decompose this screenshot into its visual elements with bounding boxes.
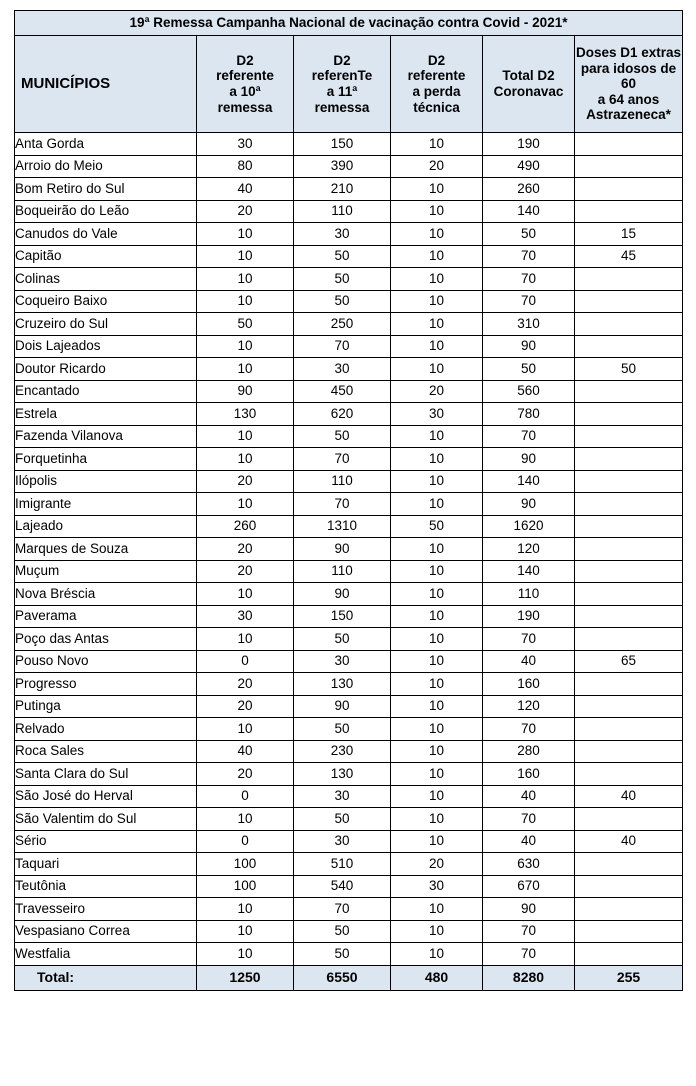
table-row [15,245,683,268]
table-row [15,583,683,606]
cell-d1-extras [575,538,683,561]
column-header-total-d2-coronavac: Total D2 Coronavac [483,36,575,133]
total-label: Total: [15,965,197,990]
column-header-municipios: MUNICÍPIOS [15,36,197,133]
cell-d2-11a: 90 [294,583,391,606]
cell-municipio: Anta Gorda [15,133,197,156]
cell-d2-perda: 10 [391,785,483,808]
cell-total-d2: 140 [483,560,575,583]
cell-d2-perda: 10 [391,335,483,358]
cell-municipio: Putinga [15,695,197,718]
cell-d2-perda: 10 [391,448,483,471]
cell-municipio: Taquari [15,853,197,876]
cell-d2-10a: 10 [197,290,294,313]
cell-d2-10a: 10 [197,268,294,291]
cell-d2-11a: 50 [294,268,391,291]
cell-d1-extras [575,695,683,718]
cell-d2-10a: 90 [197,380,294,403]
cell-d2-perda: 10 [391,650,483,673]
cell-total-d2: 120 [483,538,575,561]
cell-d1-extras [575,740,683,763]
cell-municipio: Canudos do Vale [15,223,197,246]
cell-d2-11a: 50 [294,718,391,741]
cell-d2-10a: 10 [197,245,294,268]
cell-d2-11a: 30 [294,223,391,246]
cell-d1-extras [575,515,683,538]
table-row [15,313,683,336]
table-row [15,875,683,898]
table-row [15,200,683,223]
cell-d2-perda: 10 [391,538,483,561]
cell-municipio: Progresso [15,673,197,696]
column-header-d2-perda-tecnica: D2 referente a perda técnica [391,36,483,133]
cell-d2-11a: 110 [294,470,391,493]
cell-total-d2: 70 [483,245,575,268]
table-row [15,650,683,673]
cell-d2-10a: 10 [197,920,294,943]
cell-municipio: Fazenda Vilanova [15,425,197,448]
cell-d2-11a: 150 [294,133,391,156]
table-row [15,538,683,561]
cell-municipio: Encantado [15,380,197,403]
cell-municipio: Muçum [15,560,197,583]
column-header-doses-d1-extras: Doses D1 extras para idosos de 60 a 64 anos Astrazeneca* [575,36,683,133]
cell-total-d2: 160 [483,763,575,786]
cell-d2-11a: 1310 [294,515,391,538]
cell-d2-perda: 10 [391,920,483,943]
table-row [15,515,683,538]
cell-d1-extras: 40 [575,785,683,808]
cell-municipio: Ilópolis [15,470,197,493]
cell-d2-10a: 20 [197,763,294,786]
cell-total-d2: 70 [483,290,575,313]
cell-d2-perda: 10 [391,425,483,448]
cell-d2-11a: 50 [294,808,391,831]
table-row [15,133,683,156]
cell-municipio: Imigrante [15,493,197,516]
cell-d1-extras [575,448,683,471]
cell-d1-extras [575,718,683,741]
cell-d2-10a: 130 [197,403,294,426]
cell-d2-perda: 10 [391,628,483,651]
cell-d1-extras [575,920,683,943]
cell-d2-11a: 450 [294,380,391,403]
cell-municipio: Forquetinha [15,448,197,471]
cell-d2-11a: 130 [294,763,391,786]
cell-total-d2: 560 [483,380,575,403]
cell-municipio: Cruzeiro do Sul [15,313,197,336]
cell-total-d2: 70 [483,943,575,966]
cell-d1-extras [575,493,683,516]
cell-total-d2: 40 [483,650,575,673]
cell-total-d2: 90 [483,493,575,516]
cell-d2-11a: 50 [294,920,391,943]
cell-municipio: Arroio do Meio [15,155,197,178]
table-row [15,358,683,381]
cell-d2-10a: 10 [197,335,294,358]
cell-d2-10a: 20 [197,200,294,223]
table-row [15,403,683,426]
cell-d1-extras [575,380,683,403]
cell-d2-11a: 70 [294,448,391,471]
cell-d2-perda: 10 [391,898,483,921]
cell-d1-extras [575,290,683,313]
cell-d2-11a: 110 [294,200,391,223]
cell-d2-10a: 10 [197,223,294,246]
cell-d1-extras [575,425,683,448]
table-row [15,808,683,831]
cell-total-d2: 190 [483,133,575,156]
cell-d2-perda: 10 [391,943,483,966]
cell-municipio: Dois Lajeados [15,335,197,358]
cell-d2-11a: 230 [294,740,391,763]
table-row [15,380,683,403]
cell-total-d2: 70 [483,808,575,831]
cell-d1-extras [575,605,683,628]
column-header-d2-10a-remessa: D2 referente a 10ª remessa [197,36,294,133]
cell-d1-extras [575,628,683,651]
cell-d2-perda: 10 [391,470,483,493]
cell-d1-extras [575,200,683,223]
cell-d2-perda: 10 [391,808,483,831]
cell-d1-extras [575,403,683,426]
cell-municipio: Capitão [15,245,197,268]
cell-d2-10a: 30 [197,133,294,156]
cell-d2-perda: 10 [391,133,483,156]
cell-d2-11a: 70 [294,335,391,358]
cell-d2-10a: 40 [197,178,294,201]
cell-d2-11a: 70 [294,898,391,921]
cell-d1-extras [575,943,683,966]
cell-total-d2: 280 [483,740,575,763]
table-title: 19ª Remessa Campanha Nacional de vacinação contra Covid - 2021* [15,11,683,36]
cell-d1-extras [575,898,683,921]
cell-d2-11a: 50 [294,943,391,966]
cell-total-d2: 70 [483,920,575,943]
cell-municipio: Estrela [15,403,197,426]
cell-municipio: Bom Retiro do Sul [15,178,197,201]
cell-d2-perda: 10 [391,718,483,741]
cell-d2-11a: 130 [294,673,391,696]
cell-d1-extras: 40 [575,830,683,853]
vaccine-distribution-table [14,10,683,991]
cell-d2-perda: 10 [391,200,483,223]
table-row [15,718,683,741]
cell-d2-10a: 20 [197,560,294,583]
cell-total-d2: 70 [483,425,575,448]
cell-d2-10a: 80 [197,155,294,178]
cell-d1-extras [575,155,683,178]
cell-d2-11a: 50 [294,425,391,448]
cell-total-d2: 490 [483,155,575,178]
cell-d1-extras [575,673,683,696]
table-row [15,740,683,763]
table-row [15,290,683,313]
cell-d2-10a: 10 [197,808,294,831]
cell-d2-11a: 540 [294,875,391,898]
title-row [15,11,683,36]
cell-d2-11a: 30 [294,830,391,853]
cell-total-d2: 120 [483,695,575,718]
cell-total-d2: 90 [483,335,575,358]
table-row [15,268,683,291]
cell-total-d2: 90 [483,898,575,921]
cell-d2-11a: 390 [294,155,391,178]
cell-d2-10a: 10 [197,493,294,516]
cell-municipio: Roca Sales [15,740,197,763]
cell-total-d2: 780 [483,403,575,426]
cell-d1-extras [575,763,683,786]
table-body [15,133,683,966]
table-row [15,628,683,651]
table-row [15,493,683,516]
table-row [15,673,683,696]
cell-municipio: Vespasiano Correa [15,920,197,943]
cell-d2-11a: 620 [294,403,391,426]
cell-d1-extras [575,133,683,156]
cell-d2-perda: 10 [391,695,483,718]
cell-d2-perda: 10 [391,358,483,381]
cell-total-d2: 160 [483,673,575,696]
cell-d2-10a: 10 [197,718,294,741]
cell-d2-11a: 50 [294,290,391,313]
table-row [15,785,683,808]
cell-d2-10a: 100 [197,875,294,898]
cell-d2-11a: 90 [294,695,391,718]
cell-d1-extras: 65 [575,650,683,673]
cell-total-d2: 50 [483,223,575,246]
cell-d1-extras: 45 [575,245,683,268]
total-d1-extras: 255 [575,965,683,990]
cell-municipio: Colinas [15,268,197,291]
cell-d2-10a: 20 [197,470,294,493]
cell-d1-extras [575,335,683,358]
cell-d2-11a: 250 [294,313,391,336]
table-header [15,11,683,133]
cell-d2-perda: 20 [391,155,483,178]
table-row [15,425,683,448]
cell-total-d2: 670 [483,875,575,898]
cell-d1-extras: 50 [575,358,683,381]
cell-total-d2: 1620 [483,515,575,538]
cell-municipio: Coqueiro Baixo [15,290,197,313]
cell-municipio: Pouso Novo [15,650,197,673]
cell-d2-11a: 110 [294,560,391,583]
cell-d2-perda: 10 [391,290,483,313]
table-row [15,898,683,921]
cell-municipio: Paverama [15,605,197,628]
cell-d2-perda: 30 [391,875,483,898]
cell-d2-10a: 40 [197,740,294,763]
cell-d2-perda: 20 [391,380,483,403]
cell-total-d2: 90 [483,448,575,471]
cell-d2-10a: 30 [197,605,294,628]
cell-d2-10a: 260 [197,515,294,538]
total-d2-10: 1250 [197,965,294,990]
cell-municipio: Travesseiro [15,898,197,921]
cell-total-d2: 310 [483,313,575,336]
cell-d1-extras [575,875,683,898]
cell-total-d2: 630 [483,853,575,876]
cell-d2-10a: 0 [197,650,294,673]
cell-d2-perda: 10 [391,763,483,786]
table-row [15,763,683,786]
cell-municipio: Nova Bréscia [15,583,197,606]
cell-d1-extras [575,560,683,583]
table-row [15,470,683,493]
cell-d1-extras [575,268,683,291]
cell-d2-10a: 20 [197,538,294,561]
cell-municipio: Boqueirão do Leão [15,200,197,223]
cell-d2-perda: 10 [391,673,483,696]
cell-d2-perda: 10 [391,560,483,583]
cell-d2-10a: 20 [197,673,294,696]
cell-d2-10a: 10 [197,943,294,966]
cell-d2-11a: 150 [294,605,391,628]
cell-d2-perda: 10 [391,178,483,201]
cell-d2-perda: 10 [391,740,483,763]
cell-d2-perda: 10 [391,313,483,336]
cell-d2-10a: 10 [197,898,294,921]
cell-d2-perda: 10 [391,493,483,516]
cell-d1-extras [575,178,683,201]
cell-d2-perda: 50 [391,515,483,538]
cell-total-d2: 140 [483,200,575,223]
table-row [15,155,683,178]
cell-d2-perda: 20 [391,853,483,876]
cell-municipio: Marques de Souza [15,538,197,561]
cell-d1-extras [575,583,683,606]
table-row [15,920,683,943]
table-row [15,448,683,471]
cell-d2-10a: 50 [197,313,294,336]
cell-d2-perda: 10 [391,245,483,268]
cell-d1-extras [575,313,683,336]
cell-d2-perda: 10 [391,605,483,628]
cell-municipio: Poço das Antas [15,628,197,651]
cell-total-d2: 260 [483,178,575,201]
cell-d2-10a: 20 [197,695,294,718]
cell-d2-11a: 510 [294,853,391,876]
cell-d2-10a: 10 [197,583,294,606]
cell-municipio: Doutor Ricardo [15,358,197,381]
table-row [15,335,683,358]
cell-total-d2: 70 [483,718,575,741]
cell-d2-perda: 10 [391,830,483,853]
table-footer [15,965,683,990]
cell-d2-10a: 100 [197,853,294,876]
cell-d2-11a: 90 [294,538,391,561]
cell-municipio: Relvado [15,718,197,741]
cell-municipio: Lajeado [15,515,197,538]
table-row [15,560,683,583]
cell-d2-11a: 70 [294,493,391,516]
cell-d2-10a: 10 [197,448,294,471]
cell-total-d2: 70 [483,268,575,291]
column-header-row [15,36,683,133]
cell-total-d2: 110 [483,583,575,606]
cell-d1-extras [575,853,683,876]
total-d2-11: 6550 [294,965,391,990]
cell-municipio: Teutônia [15,875,197,898]
cell-d2-perda: 10 [391,583,483,606]
cell-total-d2: 140 [483,470,575,493]
total-total-d2: 8280 [483,965,575,990]
cell-d2-perda: 10 [391,223,483,246]
table-row [15,695,683,718]
cell-municipio: Sério [15,830,197,853]
cell-total-d2: 40 [483,830,575,853]
cell-municipio: São José do Herval [15,785,197,808]
cell-d2-11a: 210 [294,178,391,201]
cell-d2-perda: 30 [391,403,483,426]
table-row [15,178,683,201]
cell-total-d2: 50 [483,358,575,381]
table-row [15,830,683,853]
column-header-d2-11a-remessa: D2 referenTe a 11ª remessa [294,36,391,133]
table-row [15,943,683,966]
cell-d2-10a: 0 [197,785,294,808]
table-row [15,853,683,876]
table-row [15,223,683,246]
cell-d2-11a: 30 [294,358,391,381]
cell-d2-11a: 30 [294,785,391,808]
cell-d2-11a: 30 [294,650,391,673]
cell-municipio: Santa Clara do Sul [15,763,197,786]
cell-d1-extras: 15 [575,223,683,246]
total-d2-perda: 480 [391,965,483,990]
cell-municipio: Westfalia [15,943,197,966]
cell-d2-perda: 10 [391,268,483,291]
cell-d2-11a: 50 [294,628,391,651]
cell-d2-10a: 10 [197,425,294,448]
cell-d2-10a: 10 [197,628,294,651]
table-row [15,605,683,628]
cell-municipio: São Valentim do Sul [15,808,197,831]
cell-total-d2: 190 [483,605,575,628]
cell-d2-10a: 10 [197,358,294,381]
cell-d1-extras [575,470,683,493]
cell-d1-extras [575,808,683,831]
cell-total-d2: 40 [483,785,575,808]
total-row [15,965,683,990]
cell-total-d2: 70 [483,628,575,651]
cell-d2-10a: 0 [197,830,294,853]
cell-d2-11a: 50 [294,245,391,268]
